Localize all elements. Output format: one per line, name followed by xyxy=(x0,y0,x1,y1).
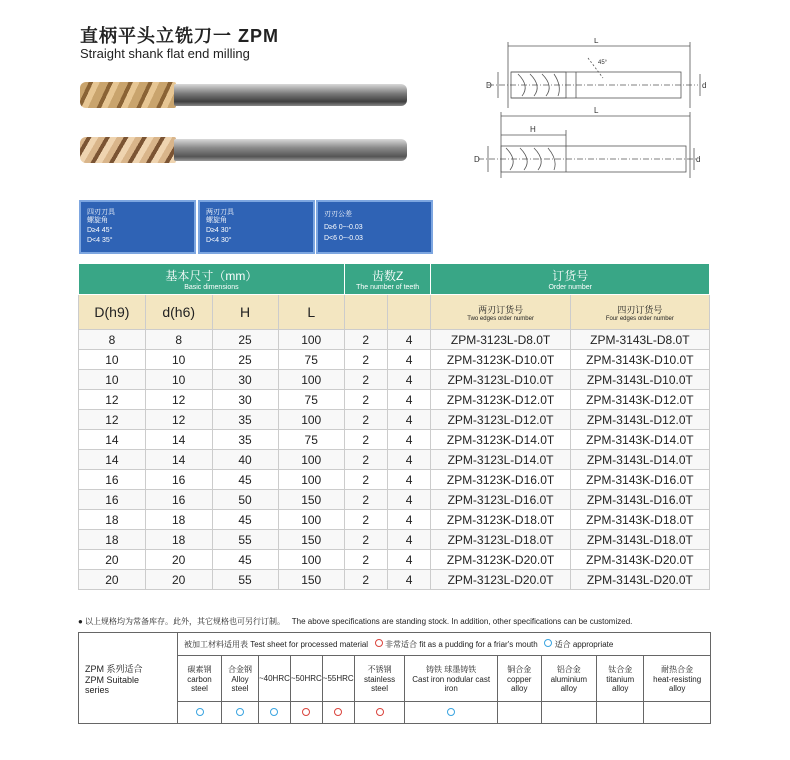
table-cell: 45 xyxy=(212,550,278,570)
table-cell: ZPM-3123L-D16.0T xyxy=(431,490,570,510)
table-row xyxy=(79,490,710,510)
suitability-mark xyxy=(541,702,597,724)
page-subtitle: Straight shank flat end milling xyxy=(80,46,250,61)
group-order: 订货号 Order number xyxy=(431,264,710,295)
table-cell: ZPM-3143K-D12.0T xyxy=(570,390,709,410)
helix-angle-four-flute: 四刃刀具 螺旋角 D≥4 45° D<4 35° xyxy=(79,200,196,254)
table-cell: 100 xyxy=(278,550,344,570)
suitability-mark xyxy=(222,702,259,724)
table-cell: 2 xyxy=(344,370,387,390)
table-cell: 12 xyxy=(145,410,212,430)
table-row xyxy=(79,450,710,470)
table-cell: 12 xyxy=(79,390,146,410)
table-cell: ZPM-3123L-D10.0T xyxy=(431,370,570,390)
col-H: H xyxy=(212,295,278,330)
table-cell: 2 xyxy=(344,550,387,570)
table-cell: 75 xyxy=(278,430,344,450)
table-cell: ZPM-3123K-D10.0T xyxy=(431,350,570,370)
suitability-mark xyxy=(497,702,541,724)
material-col: ~50HRC xyxy=(290,656,322,702)
table-cell: 4 xyxy=(387,390,431,410)
material-col: 碳素钢 carbon steel xyxy=(178,656,222,702)
suitable-icon xyxy=(447,708,455,716)
table-row xyxy=(79,370,710,390)
material-col: 铝合金 aluminium alloy xyxy=(541,656,597,702)
suitability-mark xyxy=(290,702,322,724)
table-cell: 20 xyxy=(79,570,146,590)
col-two-edge: 两刃订货号 Two edges order number xyxy=(431,295,570,330)
col-L: L xyxy=(278,295,344,330)
table-cell: 25 xyxy=(212,350,278,370)
table-cell: ZPM-3143L-D16.0T xyxy=(570,490,709,510)
material-table xyxy=(78,632,711,724)
table-cell: 4 xyxy=(387,550,431,570)
table-cell: 14 xyxy=(145,430,212,450)
table-cell: ZPM-3143K-D20.0T xyxy=(570,550,709,570)
table-cell: ZPM-3143K-D14.0T xyxy=(570,430,709,450)
dim-d-top: d xyxy=(702,81,707,90)
table-cell: ZPM-3123K-D14.0T xyxy=(431,430,570,450)
table-cell: 45 xyxy=(212,470,278,490)
table-cell: 30 xyxy=(212,370,278,390)
col-teeth-4 xyxy=(387,295,431,330)
table-cell: 4 xyxy=(387,570,431,590)
table-row xyxy=(79,530,710,550)
table-cell: 55 xyxy=(212,530,278,550)
col-four-edge: 四刃订货号 Four edges order number xyxy=(570,295,709,330)
table-cell: 12 xyxy=(145,390,212,410)
table-cell: ZPM-3143K-D16.0T xyxy=(570,470,709,490)
suitability-mark xyxy=(644,702,711,724)
table-cell: 4 xyxy=(387,330,431,350)
table-cell: 8 xyxy=(79,330,146,350)
dim-L-top: L xyxy=(594,38,599,45)
technical-drawing xyxy=(458,38,710,188)
table-cell: 2 xyxy=(344,490,387,510)
table-cell: ZPM-3143L-D20.0T xyxy=(570,570,709,590)
table-cell: 50 xyxy=(212,490,278,510)
table-cell: ZPM-3143L-D8.0T xyxy=(570,330,709,350)
table-cell: ZPM-3123K-D18.0T xyxy=(431,510,570,530)
table-cell: 20 xyxy=(79,550,146,570)
table-cell: 100 xyxy=(278,410,344,430)
table-cell: 100 xyxy=(278,450,344,470)
table-cell: ZPM-3143L-D10.0T xyxy=(570,370,709,390)
table-cell: 55 xyxy=(212,570,278,590)
table-row xyxy=(79,330,710,350)
spec-table xyxy=(78,263,710,590)
table-cell: 16 xyxy=(79,470,146,490)
suitable-icon xyxy=(270,708,278,716)
table-cell: ZPM-3123K-D12.0T xyxy=(431,390,570,410)
material-col: 铸铁 球墨铸铁 Cast iron nodular cast iron xyxy=(405,656,498,702)
table-cell: ZPM-3143L-D14.0T xyxy=(570,450,709,470)
table-row xyxy=(79,410,710,430)
table-cell: 25 xyxy=(212,330,278,350)
suitable-icon xyxy=(196,708,204,716)
table-cell: 2 xyxy=(344,390,387,410)
stock-note: ● 以上规格均为常备库存。此外，其它规格也可另行订制。 The above specifications are standing stock. In addition, other specifications can be customized. xyxy=(78,617,633,626)
table-cell: 30 xyxy=(212,390,278,410)
table-cell: ZPM-3143K-D18.0T xyxy=(570,510,709,530)
table-cell: ZPM-3143L-D18.0T xyxy=(570,530,709,550)
tool-photo-four-flute xyxy=(80,82,410,108)
very-suitable-icon xyxy=(334,708,342,716)
table-row xyxy=(79,430,710,450)
table-row xyxy=(79,390,710,410)
edge-tolerance: 刃刃公差 D≥6 0~-0.03 D<6 0~-0.03 xyxy=(316,200,433,254)
table-cell: 2 xyxy=(344,450,387,470)
table-cell: 8 xyxy=(145,330,212,350)
suitability-mark xyxy=(258,702,290,724)
very-suitable-icon xyxy=(302,708,310,716)
table-cell: 100 xyxy=(278,470,344,490)
dim-L-bottom: L xyxy=(594,106,599,115)
table-cell: 14 xyxy=(79,430,146,450)
table-cell: ZPM-3143K-D10.0T xyxy=(570,350,709,370)
suitability-mark xyxy=(322,702,354,724)
table-cell: 4 xyxy=(387,450,431,470)
table-cell: 10 xyxy=(79,350,146,370)
table-cell: 10 xyxy=(79,370,146,390)
material-col: ~40HRC xyxy=(258,656,290,702)
table-cell: ZPM-3123L-D18.0T xyxy=(431,530,570,550)
table-cell: 40 xyxy=(212,450,278,470)
material-col: 钛合金 titanium alloy xyxy=(597,656,644,702)
table-row xyxy=(79,470,710,490)
table-cell: 20 xyxy=(145,550,212,570)
suitability-mark xyxy=(597,702,644,724)
table-cell: 35 xyxy=(212,410,278,430)
table-cell: ZPM-3143L-D12.0T xyxy=(570,410,709,430)
table-cell: 2 xyxy=(344,330,387,350)
table-cell: 2 xyxy=(344,530,387,550)
table-cell: 100 xyxy=(278,330,344,350)
table-cell: 18 xyxy=(79,510,146,530)
table-cell: 4 xyxy=(387,470,431,490)
table-cell: 2 xyxy=(344,510,387,530)
table-cell: 2 xyxy=(344,570,387,590)
table-cell: 150 xyxy=(278,490,344,510)
table-cell: 4 xyxy=(387,370,431,390)
table-cell: 16 xyxy=(79,490,146,510)
table-cell: 75 xyxy=(278,350,344,370)
dim-d-bottom: d xyxy=(696,155,701,164)
table-cell: ZPM-3123L-D12.0T xyxy=(431,410,570,430)
page-title: 直柄平头立铣刀一 ZPM xyxy=(80,26,279,46)
table-row xyxy=(79,350,710,370)
table-cell: 18 xyxy=(79,530,146,550)
series-label: ZPM 系列适合 ZPM Suitable series xyxy=(79,633,178,724)
table-cell: 150 xyxy=(278,530,344,550)
suitable-icon xyxy=(236,708,244,716)
group-teeth: 齿数Z The number of teeth xyxy=(344,264,431,295)
table-cell: 2 xyxy=(344,470,387,490)
table-cell: 2 xyxy=(344,410,387,430)
col-d: d(h6) xyxy=(145,295,212,330)
table-cell: 4 xyxy=(387,350,431,370)
tool-photo-two-flute xyxy=(80,137,410,163)
table-cell: 2 xyxy=(344,430,387,450)
table-cell: ZPM-3123L-D14.0T xyxy=(431,450,570,470)
table-cell: ZPM-3123L-D8.0T xyxy=(431,330,570,350)
table-cell: ZPM-3123K-D16.0T xyxy=(431,470,570,490)
table-row xyxy=(79,550,710,570)
table-cell: 4 xyxy=(387,410,431,430)
material-header: 被加工材料适用表 Test sheet for processed material 非常适合 fit as a pudding for a friar's mouth 适合 appropriate xyxy=(178,633,711,656)
col-teeth-2 xyxy=(344,295,387,330)
table-cell: 45 xyxy=(212,510,278,530)
suitability-mark xyxy=(405,702,498,724)
table-cell: 16 xyxy=(145,470,212,490)
table-cell: 150 xyxy=(278,570,344,590)
table-cell: 12 xyxy=(79,410,146,430)
very-suitable-icon xyxy=(376,708,384,716)
dim-H: H xyxy=(530,125,536,134)
table-cell: 16 xyxy=(145,490,212,510)
table-cell: 14 xyxy=(145,450,212,470)
dim-D-bottom: D xyxy=(474,155,480,164)
material-col: 耐热合金 heat-resisting alloy xyxy=(644,656,711,702)
table-cell: 4 xyxy=(387,530,431,550)
helix-angle-two-flute: 两刃刀具 螺旋角 D≥4 30° D<4 30° xyxy=(198,200,315,254)
table-row xyxy=(79,570,710,590)
suitability-mark xyxy=(178,702,222,724)
table-row xyxy=(79,510,710,530)
material-col: 不锈钢 stainless steel xyxy=(354,656,405,702)
table-cell: 14 xyxy=(79,450,146,470)
group-basic: 基本尺寸（mm） Basic dimensions xyxy=(79,264,345,295)
table-cell: 2 xyxy=(344,350,387,370)
table-cell: 4 xyxy=(387,430,431,450)
material-col: 合金钢 Alloy steel xyxy=(222,656,259,702)
table-cell: 20 xyxy=(145,570,212,590)
table-cell: 18 xyxy=(145,530,212,550)
dim-D-top: D xyxy=(486,81,492,90)
table-cell: 10 xyxy=(145,370,212,390)
table-cell: 10 xyxy=(145,350,212,370)
material-col: ~55HRC xyxy=(322,656,354,702)
material-col: 铜合金 copper alloy xyxy=(497,656,541,702)
table-cell: 4 xyxy=(387,510,431,530)
table-cell: 100 xyxy=(278,370,344,390)
table-cell: ZPM-3123L-D20.0T xyxy=(431,570,570,590)
table-cell: 75 xyxy=(278,390,344,410)
suitability-mark xyxy=(354,702,405,724)
table-cell: 100 xyxy=(278,510,344,530)
table-cell: 18 xyxy=(145,510,212,530)
table-cell: 35 xyxy=(212,430,278,450)
table-cell: 4 xyxy=(387,490,431,510)
col-D: D(h9) xyxy=(79,295,146,330)
dim-angle: 45° xyxy=(598,60,608,66)
table-cell: ZPM-3123K-D20.0T xyxy=(431,550,570,570)
